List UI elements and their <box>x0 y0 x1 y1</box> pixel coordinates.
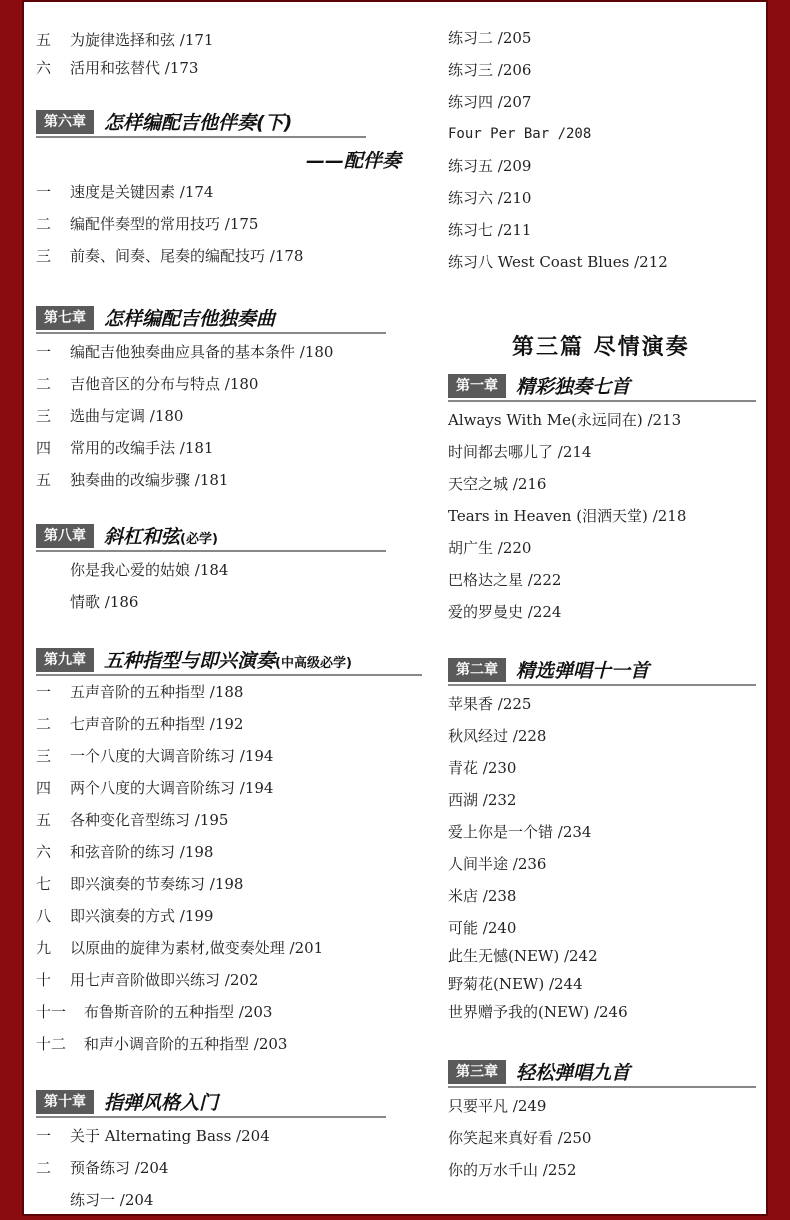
part3-chapter-1-heading <box>448 372 630 398</box>
chapter-tag: 第九章 <box>36 648 94 672</box>
toc-entry <box>36 406 183 426</box>
entry-number: 一 <box>36 1127 52 1145</box>
entry-text: 七声音阶的五种指型 /192 <box>70 715 244 733</box>
entry-text: 活用和弦替代 /173 <box>70 59 199 77</box>
chapter-title: 指弹风格入门 <box>104 1092 219 1114</box>
toc-entry: Four Per Bar /208 <box>448 126 592 142</box>
toc-page <box>22 0 768 1216</box>
entry-text: 一个八度的大调音阶练习 /194 <box>70 747 274 765</box>
chapter-subtitle: ——配伴奏 <box>306 150 402 172</box>
entry-text: 两个八度的大调音阶练习 /194 <box>70 779 274 797</box>
entry-number: 一 <box>36 683 52 701</box>
entry-text: 编配伴奏型的常用技巧 /175 <box>70 215 259 233</box>
chapter-9-heading <box>36 646 352 672</box>
chapter-rule <box>448 400 756 402</box>
entry-number: 六 <box>36 843 52 861</box>
chapter-title: 怎样编配吉他伴奏(下) <box>104 112 293 134</box>
entry-text: 速度是关键因素 /174 <box>70 183 214 201</box>
entry-text: 练习一 /204 <box>70 1191 154 1209</box>
toc-entry: 天空之城 /216 <box>448 475 547 493</box>
entry-number: 二 <box>36 1159 52 1177</box>
toc-entry: 练习六 /210 <box>448 189 532 207</box>
chapter-7-heading <box>36 304 275 330</box>
toc-entry: 练习五 /209 <box>448 157 532 175</box>
entry-text: 预备练习 /204 <box>70 1159 169 1177</box>
toc-entry: 人间半途 /236 <box>448 855 547 873</box>
chapter-tag: 第六章 <box>36 110 94 134</box>
toc-entry <box>36 906 213 926</box>
entry-number: 十二 <box>36 1035 67 1053</box>
toc-entry <box>36 810 228 830</box>
entry-number: 一 <box>36 343 52 361</box>
chapter-title: 轻松弹唱九首 <box>516 1062 631 1084</box>
toc-entry <box>36 1002 272 1022</box>
chapter-tag: 第八章 <box>36 524 94 548</box>
toc-entry <box>36 938 323 958</box>
toc-entry <box>36 374 258 394</box>
chapter-title-text: 五种指型与即兴演奏 <box>104 650 276 672</box>
toc-entry: 苹果香 /225 <box>448 695 532 713</box>
toc-entry: 米店 /238 <box>448 887 517 905</box>
toc-entry: 练习二 /205 <box>448 29 532 47</box>
chapter-tag: 第十章 <box>36 1090 94 1114</box>
entry-number: 十一 <box>36 1003 67 1021</box>
chapter-title <box>104 522 218 549</box>
toc-entry: Tears in Heaven (泪洒天堂) /218 <box>448 507 687 525</box>
toc-entry: 巴格达之星 /222 <box>448 571 562 589</box>
entry-text: 为旋律选择和弦 /171 <box>70 31 214 49</box>
toc-entry: 胡广生 /220 <box>448 539 532 557</box>
entry-text: 布鲁斯音阶的五种指型 /203 <box>84 1003 273 1021</box>
toc-entry <box>36 1034 287 1054</box>
entry-number: 四 <box>36 439 52 457</box>
toc-entry: 你的万水千山 /252 <box>448 1161 577 1179</box>
toc-entry <box>36 438 213 458</box>
toc-entry: 爱的罗曼史 /224 <box>448 603 562 621</box>
entry-text: 以原曲的旋律为素材,做变奏处理 /201 <box>70 939 324 957</box>
toc-entry: 青花 /230 <box>448 759 517 777</box>
entry-text: 关于 Alternating Bass /204 <box>70 1127 270 1145</box>
entry-text: 和弦音阶的练习 /198 <box>70 843 214 861</box>
toc-entry <box>36 30 213 50</box>
chapter-note: (必学) <box>180 532 218 547</box>
chapter-rule <box>448 1086 756 1088</box>
entry-number: 八 <box>36 907 52 925</box>
entry-text: 五声音阶的五种指型 /188 <box>70 683 244 701</box>
part3-chapter-3-heading <box>448 1058 630 1084</box>
chapter-title <box>104 646 352 673</box>
chapter-rule <box>36 332 386 334</box>
toc-entry: 只要平凡 /249 <box>448 1097 547 1115</box>
toc-entry: 练习八 West Coast Blues /212 <box>448 253 668 271</box>
chapter-title: 怎样编配吉他独奏曲 <box>104 308 276 330</box>
chapter-rule <box>36 674 422 676</box>
chapter-tag: 第七章 <box>36 306 94 330</box>
entry-number: 二 <box>36 215 52 233</box>
toc-entry <box>36 682 243 702</box>
chapter-rule <box>36 1116 386 1118</box>
toc-entry <box>36 214 258 234</box>
entry-number: 三 <box>36 247 52 265</box>
part-title: 第三篇 尽情演奏 <box>512 335 690 360</box>
toc-entry <box>36 874 243 894</box>
part3-chapter-2-heading <box>448 656 649 682</box>
entry-number: 一 <box>36 183 52 201</box>
toc-entry <box>36 842 213 862</box>
toc-entry: 世界赠予我的(NEW) /246 <box>448 1003 628 1021</box>
entry-number: 九 <box>36 939 52 957</box>
chapter-8-heading <box>36 522 218 548</box>
toc-entry: 时间都去哪儿了 /214 <box>448 443 592 461</box>
toc-entry: 你笑起来真好看 /250 <box>448 1129 592 1147</box>
entry-number: 七 <box>36 875 52 893</box>
entry-text: 编配吉他独奏曲应具备的基本条件 /180 <box>70 343 334 361</box>
entry-text: 常用的改编手法 /181 <box>70 439 214 457</box>
toc-entry: 野菊花(NEW) /244 <box>448 975 583 993</box>
toc-entry: 练习七 /211 <box>448 221 532 239</box>
chapter-tag: 第二章 <box>448 658 506 682</box>
toc-entry <box>36 746 273 766</box>
toc-entry <box>36 560 228 580</box>
entry-text: 前奏、间奏、尾奏的编配技巧 /178 <box>70 247 304 265</box>
chapter-10-heading <box>36 1088 218 1114</box>
toc-entry: 此生无憾(NEW) /242 <box>448 947 598 965</box>
toc-entry <box>36 342 333 362</box>
toc-entry: 可能 /240 <box>448 919 517 937</box>
toc-entry <box>36 246 303 266</box>
entry-number: 五 <box>36 811 52 829</box>
toc-entry: 练习三 /206 <box>448 61 532 79</box>
entry-text: 即兴演奏的方式 /199 <box>70 907 214 925</box>
entry-number: 三 <box>36 407 52 425</box>
toc-entry <box>36 470 228 490</box>
entry-text: 和声小调音阶的五种指型 /203 <box>84 1035 288 1053</box>
entry-text: 即兴演奏的节奏练习 /198 <box>70 875 244 893</box>
entry-text: 独奏曲的改编步骤 /181 <box>70 471 229 489</box>
toc-entry <box>36 1126 270 1146</box>
entry-text: 选曲与定调 /180 <box>70 407 184 425</box>
chapter-rule <box>448 684 756 686</box>
entry-text: 各种变化音型练习 /195 <box>70 811 229 829</box>
toc-entry <box>36 592 138 612</box>
entry-number: 十 <box>36 971 52 989</box>
toc-entry <box>36 1158 168 1178</box>
entry-number: 二 <box>36 375 52 393</box>
chapter-rule <box>36 136 366 138</box>
toc-entry: 秋风经过 /228 <box>448 727 547 745</box>
chapter-note: (中高级必学) <box>275 656 352 671</box>
toc-entry: 爱上你是一个错 /234 <box>448 823 592 841</box>
toc-entry <box>36 58 198 78</box>
chapter-title-text: 斜杠和弦 <box>104 526 181 548</box>
toc-entry <box>36 778 273 798</box>
chapter-title: 精彩独奏七首 <box>516 376 631 398</box>
entry-text: 用七声音阶做即兴练习 /202 <box>70 971 259 989</box>
toc-entry: 西湖 /232 <box>448 791 517 809</box>
entry-number: 五 <box>36 471 52 489</box>
toc-entry <box>36 182 213 202</box>
entry-number: 二 <box>36 715 52 733</box>
entry-number: 四 <box>36 779 52 797</box>
toc-entry: Always With Me(永远同在) /213 <box>448 411 682 429</box>
chapter-6-heading <box>36 108 292 134</box>
entry-text: 你是我心爱的姑娘 /184 <box>70 561 229 579</box>
chapter-tag: 第三章 <box>448 1060 506 1084</box>
toc-entry <box>36 970 258 990</box>
entry-text: 吉他音区的分布与特点 /180 <box>70 375 259 393</box>
entry-number: 三 <box>36 747 52 765</box>
entry-number: 五 <box>36 31 52 49</box>
chapter-rule <box>36 550 386 552</box>
entry-text: 情歌 /186 <box>70 593 139 611</box>
entry-number: 六 <box>36 59 52 77</box>
chapter-tag: 第一章 <box>448 374 506 398</box>
toc-entry: 练习四 /207 <box>448 93 532 111</box>
chapter-title: 精选弹唱十一首 <box>516 660 650 682</box>
toc-entry <box>36 714 243 734</box>
toc-entry <box>36 1190 153 1210</box>
